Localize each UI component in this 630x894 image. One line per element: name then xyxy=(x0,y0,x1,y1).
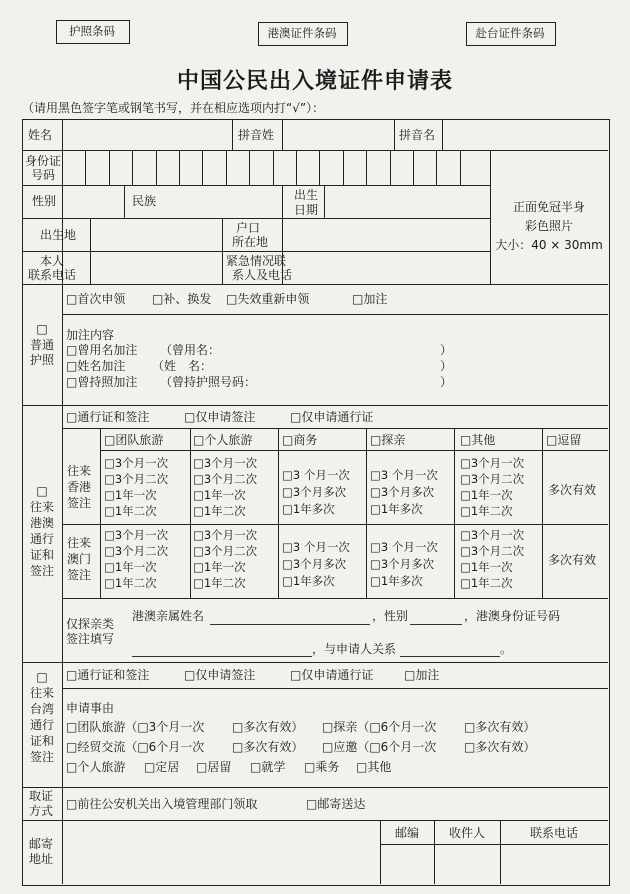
id-label-1: 身份证 xyxy=(25,154,62,168)
mo-option-checkbox[interactable]: □1年二次 xyxy=(193,576,246,590)
hkmo-checkbox[interactable]: □ xyxy=(36,484,48,498)
hk-multi-label: 多次有效 xyxy=(548,483,597,497)
mo-option-checkbox[interactable]: □1年二次 xyxy=(104,576,157,590)
relatives-gender-label: ，性别 xyxy=(372,609,409,623)
mail-label-1: 邮寄 xyxy=(29,837,54,851)
hk-option-checkbox[interactable]: □1年一次 xyxy=(104,488,157,502)
mo-option-checkbox[interactable]: □3 个月一次 xyxy=(370,540,438,554)
hk-option-checkbox[interactable]: □3个月一次 xyxy=(193,456,258,470)
mo-label-2: 澳门 xyxy=(67,552,92,566)
hk-option-checkbox[interactable]: □3个月多次 xyxy=(282,485,347,499)
relatives-id-line[interactable] xyxy=(132,656,312,657)
gender-label: 性别 xyxy=(32,194,57,208)
mo-option-checkbox[interactable]: □1年一次 xyxy=(193,560,246,574)
tw-type-both[interactable]: □通行证和签注 xyxy=(66,668,150,682)
hkmo-side-4: 证和 xyxy=(29,548,54,562)
hk-label-2: 香港 xyxy=(67,480,92,494)
endorse-name[interactable]: □姓名加注 xyxy=(66,359,126,373)
mo-option-checkbox[interactable]: □3个月多次 xyxy=(370,557,435,571)
id-cell-divider xyxy=(85,150,86,185)
emergency-label-2: 系人及电话 xyxy=(232,268,293,282)
hkmo-header-group-tour[interactable]: □团队旅游 xyxy=(104,433,164,447)
birthplace-label: 出生地 xyxy=(40,228,77,242)
mo-option-checkbox[interactable]: □3个月二次 xyxy=(193,544,258,558)
birthdate-label-1: 出生 xyxy=(294,188,319,202)
tw-barcode-label: 赴台证件条码 xyxy=(475,26,545,40)
id-cell-divider xyxy=(179,150,180,185)
pickup-label-1: 取证 xyxy=(29,789,54,803)
tw-reason-crew[interactable]: □乘务 xyxy=(304,760,340,774)
endorse-title: 加注内容 xyxy=(66,328,115,342)
instruction-text: （请用黑色签字笔或钢笔书写，并在相应选项内打“√”）： xyxy=(22,101,325,115)
tw-reason-group-tour-multi[interactable]: □多次有效） xyxy=(232,720,304,734)
id-cell-divider xyxy=(366,150,367,185)
passport-type-first[interactable]: □首次申领 xyxy=(66,292,126,306)
passport-side-1: 普通 xyxy=(29,338,54,352)
mo-label-1: 往来 xyxy=(67,536,92,550)
relatives-period: 。 xyxy=(500,642,513,656)
hk-option-checkbox[interactable]: □1年一次 xyxy=(193,488,246,502)
id-cell-divider xyxy=(226,150,227,185)
photo-line-1: 正面免冠半身 xyxy=(512,200,585,214)
relatives-relation-label: ，与申请人关系 xyxy=(312,642,397,656)
mo-multi-label: 多次有效 xyxy=(548,553,597,567)
ethnicity-label: 民族 xyxy=(132,194,157,208)
id-cell-divider xyxy=(390,150,391,185)
passport-side-2: 护照 xyxy=(29,353,54,367)
id-cell-divider xyxy=(249,150,250,185)
passport-checkbox[interactable]: □ xyxy=(36,322,48,336)
passport-type-expired[interactable]: □失效重新申领 xyxy=(226,292,310,306)
id-cell-divider xyxy=(273,150,274,185)
mo-option-checkbox[interactable]: □1年多次 xyxy=(282,574,335,588)
relatives-name-line[interactable] xyxy=(210,624,370,625)
mail-postcode: 邮编 xyxy=(394,826,419,840)
tw-type-endorse-only[interactable]: □仅申请签注 xyxy=(184,668,256,682)
mo-label-3: 签注 xyxy=(67,568,92,582)
phone-label-1: 本人 xyxy=(40,254,65,268)
tw-reason-visit[interactable]: □探亲（□6个月一次 xyxy=(322,720,437,734)
hk-option-checkbox[interactable]: □1年一次 xyxy=(460,488,513,502)
hkmo-header-other[interactable]: □其他 xyxy=(460,433,496,447)
hk-option-checkbox[interactable]: □3 个月一次 xyxy=(282,468,350,482)
id-cell-divider xyxy=(460,150,461,185)
tw-reason-individual-tour[interactable]: □个人旅游 xyxy=(66,760,126,774)
mo-option-checkbox[interactable]: □1年一次 xyxy=(104,560,157,574)
tw-reason-study[interactable]: □就学 xyxy=(250,760,286,774)
hkmo-header-stay[interactable]: □逗留 xyxy=(546,433,582,447)
name-label: 姓名 xyxy=(28,128,53,142)
id-label-2: 号码 xyxy=(31,168,56,182)
tw-reason-trade-multi[interactable]: □多次有效） xyxy=(232,740,304,754)
id-cell-divider xyxy=(343,150,344,185)
mo-option-checkbox[interactable]: □3个月多次 xyxy=(282,557,347,571)
passport-barcode-label: 护照条码 xyxy=(69,24,115,38)
hk-option-checkbox[interactable]: □3个月二次 xyxy=(193,472,258,486)
tw-reason-trade[interactable]: □经贸交流（□6个月一次 xyxy=(66,740,205,754)
id-cell-divider xyxy=(202,150,203,185)
hk-option-checkbox[interactable]: □3个月多次 xyxy=(370,485,435,499)
hkmo-header-visit-relatives[interactable]: □探亲 xyxy=(370,433,406,447)
tw-checkbox[interactable]: □ xyxy=(36,670,48,684)
hk-option-checkbox[interactable]: □3个月一次 xyxy=(104,456,169,470)
hkmo-header-individual-tour[interactable]: □个人旅游 xyxy=(193,433,253,447)
emergency-label-1: 紧急情况联 xyxy=(226,254,287,268)
endorse-close-3: ） xyxy=(440,375,453,389)
id-cell-divider xyxy=(413,150,414,185)
hkmo-side-2: 港澳 xyxy=(29,516,54,530)
id-cell-divider xyxy=(436,150,437,185)
hk-label-3: 签注 xyxy=(67,496,92,510)
endorse-former-name[interactable]: □曾用名加注 xyxy=(66,343,138,357)
relatives-gender-line[interactable] xyxy=(410,624,462,625)
endorse-close-1: ） xyxy=(440,343,453,357)
hk-option-checkbox[interactable]: □3 个月一次 xyxy=(370,468,438,482)
pickup-office[interactable]: □前往公安机关出入境管理部门领取 xyxy=(66,797,258,811)
hk-option-checkbox[interactable]: □3个月二次 xyxy=(104,472,169,486)
endorse-former-name-paren: （曾用名： xyxy=(160,343,221,357)
endorse-passport-paren: （曾持护照号码： xyxy=(160,375,257,389)
hk-option-checkbox[interactable]: □3个月二次 xyxy=(460,472,525,486)
passport-type-replace[interactable]: □补、换发 xyxy=(152,292,212,306)
hkmo-type-permit-only[interactable]: □仅申请通行证 xyxy=(290,410,374,424)
mo-option-checkbox[interactable]: □3个月二次 xyxy=(104,544,169,558)
mo-option-checkbox[interactable]: □1年多次 xyxy=(370,574,423,588)
tw-type-permit-only[interactable]: □仅申请通行证 xyxy=(290,668,374,682)
mo-option-checkbox[interactable]: □3个月一次 xyxy=(193,528,258,542)
endorse-passport[interactable]: □曾持照加注 xyxy=(66,375,138,389)
mo-option-checkbox[interactable]: □3个月一次 xyxy=(104,528,169,542)
tw-reason-title: 申请事由 xyxy=(66,701,115,715)
hk-option-checkbox[interactable]: □3个月一次 xyxy=(460,456,525,470)
pinyin-given-label: 拼音名 xyxy=(399,128,436,142)
hkmo-header-business[interactable]: □商务 xyxy=(282,433,318,447)
phone-label-2: 联系电话 xyxy=(28,268,77,282)
hkmo-side-5: 签注 xyxy=(29,564,54,578)
mo-option-checkbox[interactable]: □1年二次 xyxy=(460,576,513,590)
hk-option-checkbox[interactable]: □1年多次 xyxy=(370,502,423,516)
id-cell-divider xyxy=(296,150,297,185)
id-cell-divider xyxy=(132,150,133,185)
mo-option-checkbox[interactable]: □3个月二次 xyxy=(460,544,525,558)
tw-reason-group-tour[interactable]: □团队旅游（□3个月一次 xyxy=(66,720,205,734)
endorse-name-paren: （姓 名： xyxy=(152,359,213,373)
mail-phone: 联系电话 xyxy=(529,826,578,840)
tw-reason-visit-multi[interactable]: □多次有效） xyxy=(464,720,536,734)
id-cell-divider xyxy=(109,150,110,185)
hk-label-1: 往来 xyxy=(67,464,92,478)
photo-line-3: 大小：40 × 30mm xyxy=(495,238,603,252)
hkmo-type-endorse-only[interactable]: □仅申请签注 xyxy=(184,410,256,424)
tw-reason-reside[interactable]: □居留 xyxy=(196,760,232,774)
hk-option-checkbox[interactable]: □1年二次 xyxy=(193,504,246,518)
tw-reason-settle[interactable]: □定居 xyxy=(144,760,180,774)
tw-reason-invited-multi[interactable]: □多次有效） xyxy=(464,740,536,754)
relatives-name-label: 港澳亲属姓名 xyxy=(132,609,205,623)
mo-option-checkbox[interactable]: □1年一次 xyxy=(460,560,513,574)
pickup-mail[interactable]: □邮寄送达 xyxy=(306,797,366,811)
mo-option-checkbox[interactable]: □3 个月一次 xyxy=(282,540,350,554)
hkmo-side-1: 往来 xyxy=(29,500,54,514)
birthdate-label-2: 日期 xyxy=(294,203,319,217)
passport-type-endorse[interactable]: □加注 xyxy=(352,292,388,306)
photo-line-2: 彩色照片 xyxy=(524,219,573,233)
relatives-id-label: ，港澳身份证号码 xyxy=(464,609,561,623)
hkmo-type-both[interactable]: □通行证和签注 xyxy=(66,410,150,424)
id-cell-divider xyxy=(319,150,320,185)
tw-side-4: 证和 xyxy=(29,734,54,748)
hk-option-checkbox[interactable]: □1年二次 xyxy=(460,504,513,518)
mail-label-2: 地址 xyxy=(29,852,54,866)
tw-side-5: 签注 xyxy=(29,750,54,764)
hukou-label-1: 户口 xyxy=(236,221,261,235)
relatives-relation-line[interactable] xyxy=(400,656,500,657)
tw-type-endorse[interactable]: □加注 xyxy=(404,668,440,682)
endorse-close-2: ） xyxy=(440,359,453,373)
pinyin-surname-label: 拼音姓 xyxy=(238,128,275,142)
relatives-label-2: 签注填写 xyxy=(66,632,115,646)
id-cell-divider xyxy=(156,150,157,185)
hukou-label-2: 所在地 xyxy=(232,235,269,249)
tw-reason-invited[interactable]: □应邀（□6个月一次 xyxy=(322,740,437,754)
hk-option-checkbox[interactable]: □1年二次 xyxy=(104,504,157,518)
hkmo-barcode-label: 港澳证件条码 xyxy=(267,26,337,40)
hk-option-checkbox[interactable]: □1年多次 xyxy=(282,502,335,516)
pickup-label-2: 方式 xyxy=(29,804,54,818)
hkmo-side-3: 通行 xyxy=(29,532,54,546)
tw-side-3: 通行 xyxy=(29,718,54,732)
relatives-label-1: 仅探亲类 xyxy=(66,617,115,631)
tw-side-1: 往来 xyxy=(29,686,54,700)
mail-recipient: 收件人 xyxy=(448,826,485,840)
tw-side-2: 台湾 xyxy=(29,702,54,716)
form-title: 中国公民出入境证件申请表 xyxy=(176,69,453,94)
mo-option-checkbox[interactable]: □3个月一次 xyxy=(460,528,525,542)
tw-reason-other[interactable]: □其他 xyxy=(356,760,392,774)
